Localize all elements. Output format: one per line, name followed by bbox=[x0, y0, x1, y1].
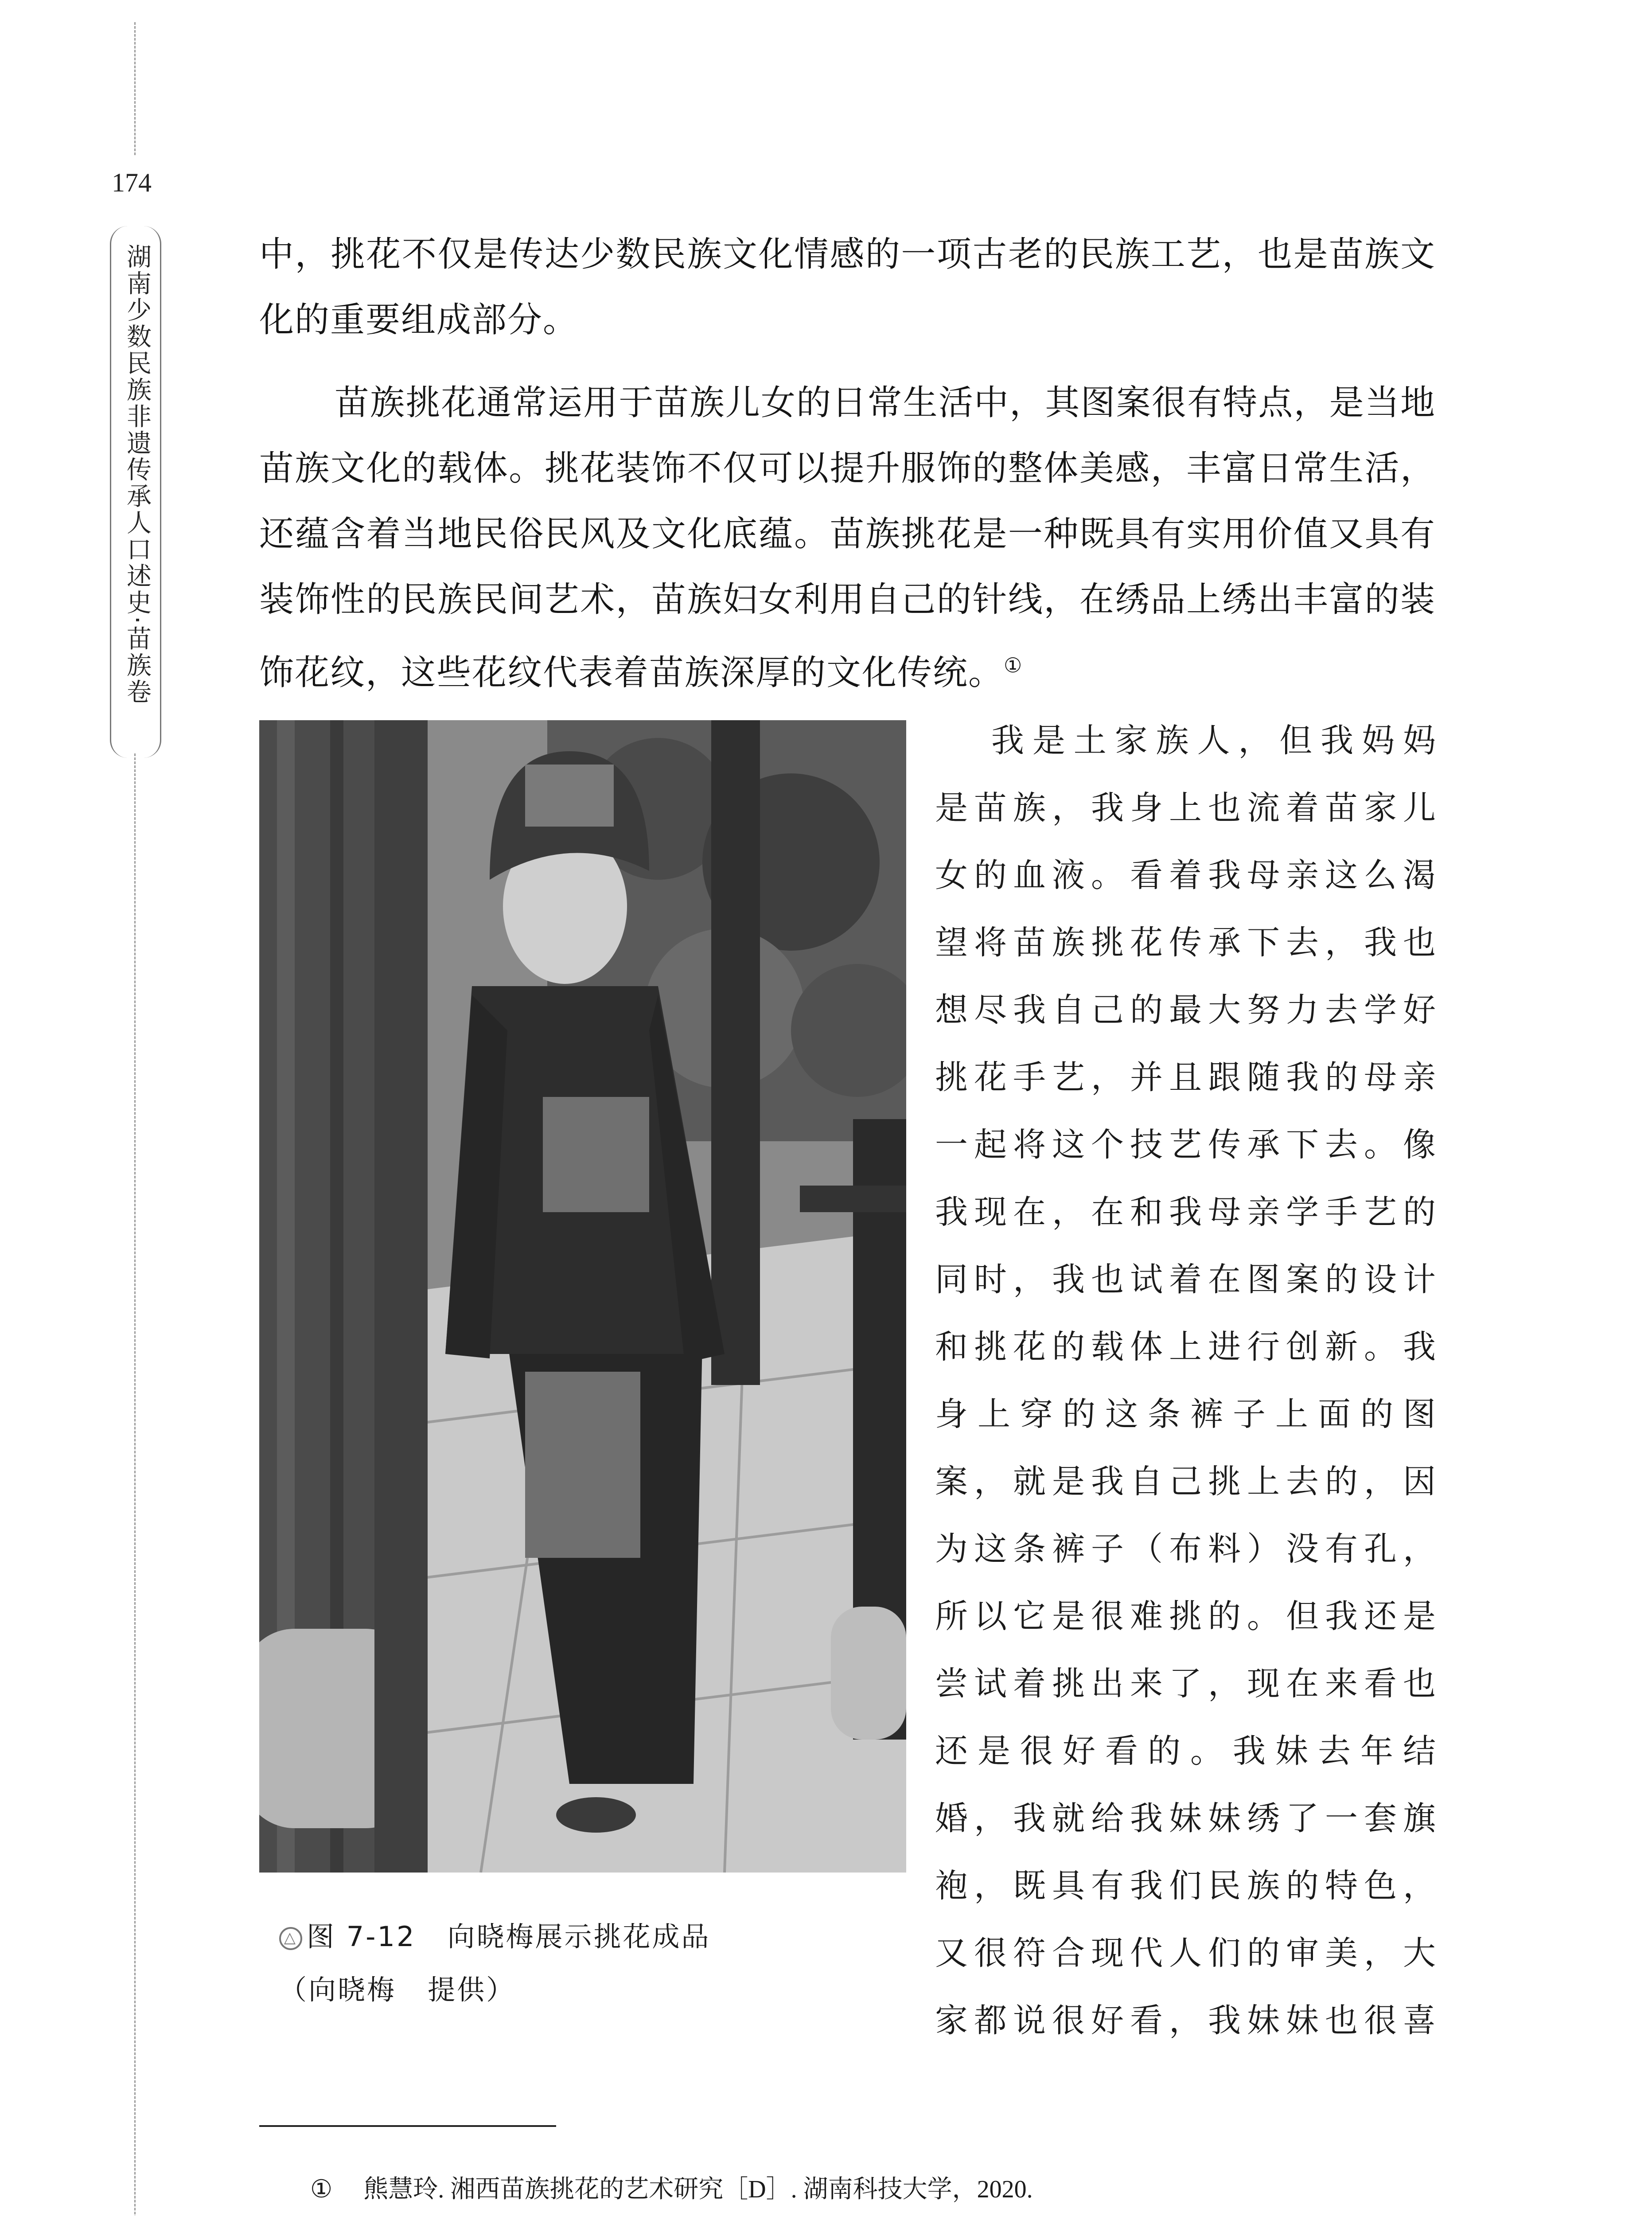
quote-line: 和挑花的载体上进行创新。我 bbox=[935, 1328, 1436, 1366]
body-paragraph-2 bbox=[259, 370, 1436, 706]
quote-line: 所以它是很难挑的。但我还是 bbox=[935, 1597, 1436, 1635]
running-head: 湖南少数民族非遗传承人口述史·苗族卷 bbox=[123, 244, 152, 706]
quote-line: 想尽我自己的最大努力去学好 bbox=[935, 991, 1436, 1029]
caption-title: 图 7-12 向晓梅展示挑花成品 bbox=[307, 1920, 711, 1953]
camera-icon: △ bbox=[279, 1927, 302, 1950]
quote-line: 还是很好看的。我妹去年结 bbox=[935, 1732, 1436, 1770]
margin-dashed-line-bottom bbox=[134, 753, 136, 2216]
photo-illustration bbox=[259, 720, 906, 1873]
photo-woman-miao-costume bbox=[259, 720, 906, 1873]
quote-line: 同时，我也试着在图案的设计 bbox=[935, 1260, 1436, 1299]
quote-line: 我现在，在和我母亲学手艺的 bbox=[935, 1193, 1436, 1231]
quote-line: 婚，我就给我妹妹绣了一套旗 bbox=[935, 1799, 1436, 1838]
quote-line: 女的血液。看着我母亲这么渴 bbox=[935, 856, 1436, 894]
quote-line: 望将苗族挑花传承下去，我也 bbox=[935, 924, 1436, 962]
quote-line: 身上穿的这条裤子上面的图 bbox=[935, 1395, 1436, 1433]
quote-line: 为这条裤子（布料）没有孔， bbox=[935, 1530, 1436, 1568]
footnote bbox=[310, 2172, 1436, 2207]
quote-line: 案，就是我自己挑上去的，因 bbox=[935, 1463, 1436, 1501]
quote-line: 家都说很好看，我妹妹也很喜 bbox=[935, 2001, 1436, 2040]
figure-caption bbox=[279, 1910, 908, 2017]
quote-line: 一起将这个技艺传承下去。像 bbox=[935, 1126, 1436, 1164]
quote-line: 是苗族，我身上也流着苗家儿 bbox=[935, 789, 1436, 827]
caption-line-1 bbox=[279, 1910, 908, 1963]
margin-dashed-line-top bbox=[134, 22, 136, 155]
oral-quote-block bbox=[935, 707, 1436, 2054]
footnote-number: ① bbox=[310, 2176, 333, 2203]
running-head-frame bbox=[110, 226, 161, 758]
quote-line: 挑花手艺，并且跟随我的母亲 bbox=[935, 1058, 1436, 1096]
caption-credit: （向晓梅 提供） bbox=[279, 1974, 516, 2006]
footnote-text: 熊慧玲. 湘西苗族挑花的艺术研究［D］. 湖南科技大学，2020. bbox=[363, 2176, 1033, 2203]
body-paragraph-2-text: 苗族挑花通常运用于苗族儿女的日常生活中，其图案很有特点，是当地苗族文化的载体。挑花装饰不仅可以提升服饰的整体美感，丰富日常生活，还蕴含着当地民俗民风及文化底蕴。苗族挑花是一种既具有实用价值又具有装饰性的民族民间艺术，苗族妇女利用自己的针线，在绣品上绣出丰富的装饰花纹，这些花纹代表着苗族深厚的文化传统。 bbox=[259, 383, 1436, 693]
body-paragraph-1: 中，挑花不仅是传达少数民族文化情感的一项古老的民族工艺，也是苗族文化的重要组成部分。 bbox=[259, 234, 1436, 340]
page-number: 174 bbox=[112, 168, 152, 197]
quote-line: 又很符合现代人们的审美，大 bbox=[935, 1934, 1436, 1972]
footnote-reference: ① bbox=[1004, 653, 1023, 677]
footnote-rule bbox=[259, 2125, 556, 2127]
quote-line: 袍，既具有我们民族的特色， bbox=[935, 1867, 1436, 1905]
quote-line: 我是土家族人，但我妈妈 bbox=[935, 722, 1436, 760]
quote-line: 尝试着挑出来了，现在来看也 bbox=[935, 1665, 1436, 1703]
